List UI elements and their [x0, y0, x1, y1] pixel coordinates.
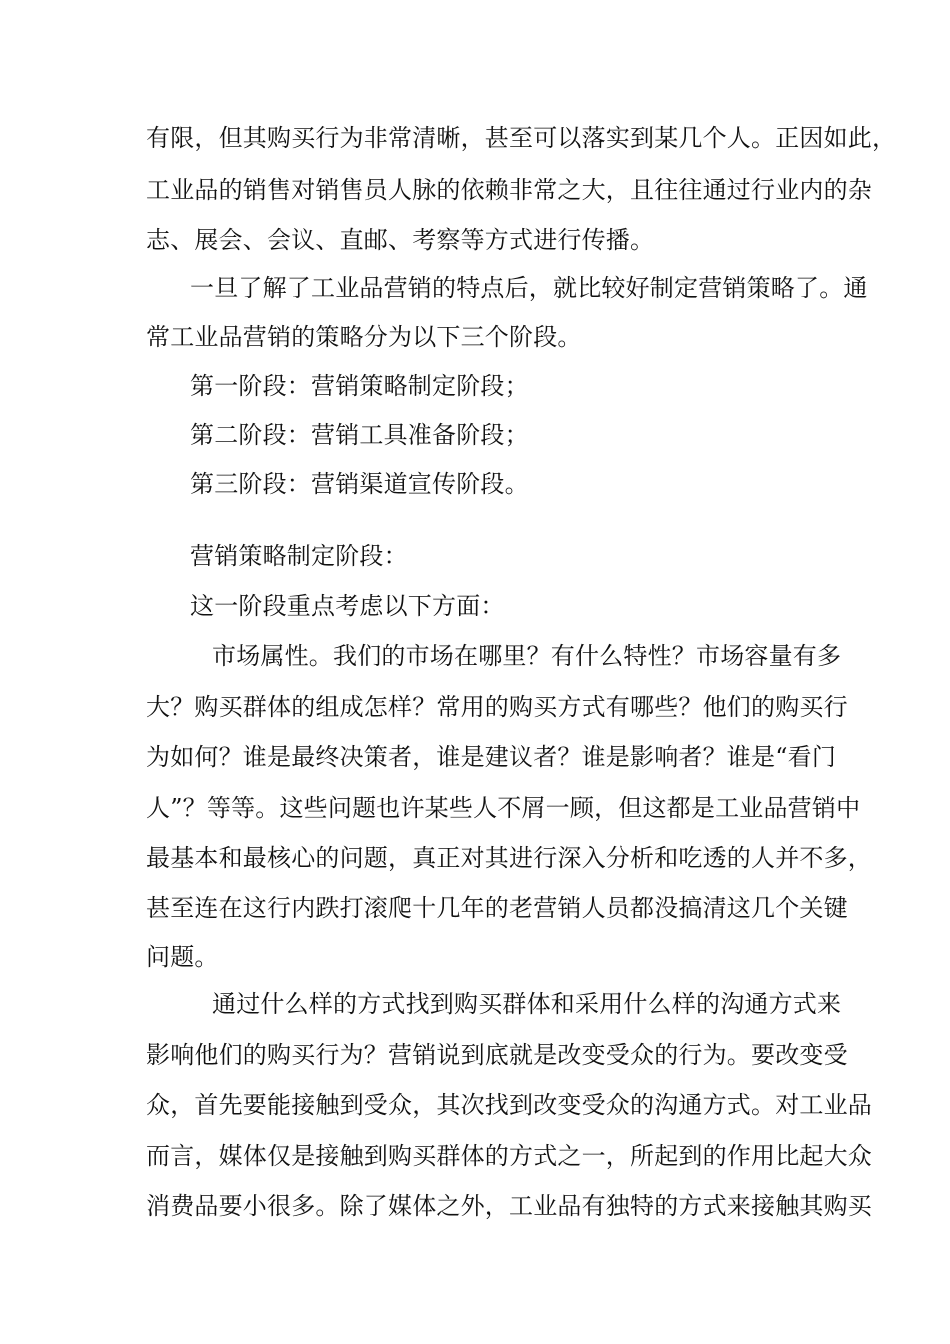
text-line: 市场属性。我们的市场在哪里？有什么特性？市场容量有多 [212, 642, 842, 670]
text-line: 第二阶段：营销工具准备阶段； [190, 421, 529, 449]
text-line: 这一阶段重点考虑以下方面： [190, 592, 505, 620]
text-line: 影响他们的购买行为？营销说到底就是改变受众的行为。要改变受 [146, 1041, 848, 1069]
text-line: 最基本和最核心的问题，真正对其进行深入分析和吃透的人并不多， [146, 844, 872, 872]
text-line: 志、展会、会议、直邮、考察等方式进行传播。 [146, 226, 655, 254]
text-line: 人”？等等。这些问题也许某些人不屑一顾，但这都是工业品营销中 [146, 794, 861, 822]
text-line: 问题。 [146, 943, 219, 971]
section-heading: 营销策略制定阶段： [190, 542, 408, 570]
text-line: 有限，但其购买行为非常清晰，甚至可以落实到某几个人。正因如此， [146, 124, 897, 152]
text-line: 一旦了解了工业品营销的特点后，就比较好制定营销策略了。通 [190, 274, 868, 302]
text-line: 工业品的销售对销售员人脉的依赖非常之大，且往往通过行业内的杂 [146, 176, 872, 204]
text-line: 通过什么样的方式找到购买群体和采用什么样的沟通方式来 [212, 990, 842, 1018]
text-line: 众，首先要能接触到受众，其次找到改变受众的沟通方式。对工业品 [146, 1091, 872, 1119]
text-line: 而言，媒体仅是接触到购买群体的方式之一，所起到的作用比起大众 [146, 1142, 872, 1170]
text-line: 甚至连在这行内跌打滚爬十几年的老营销人员都没搞清这几个关键 [146, 894, 848, 922]
text-line: 为如何？谁是最终决策者，谁是建议者？谁是影响者？谁是“看门 [146, 743, 837, 771]
text-line: 大？购买群体的组成怎样？常用的购买方式有哪些？他们的购买行 [146, 693, 848, 721]
text-line: 消费品要小很多。除了媒体之外，工业品有独特的方式来接触其购买 [146, 1192, 872, 1220]
text-line: 第一阶段：营销策略制定阶段； [190, 372, 529, 400]
text-line: 常工业品营销的策略分为以下三个阶段。 [146, 323, 582, 351]
text-line: 第三阶段：营销渠道宣传阶段。 [190, 470, 529, 498]
